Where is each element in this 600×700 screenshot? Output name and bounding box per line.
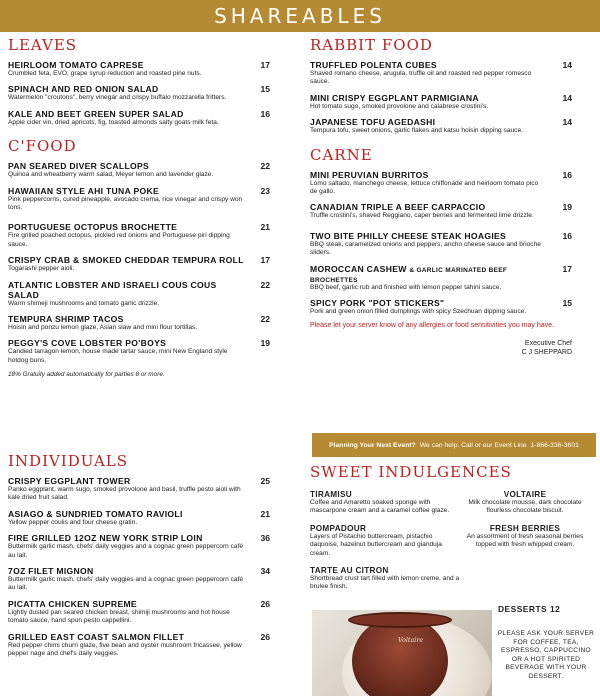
- item-description: Pork and green onion filled dumplings with spicy Szechuan dipping sauce.: [310, 308, 527, 316]
- item-description: Tempura tofu, sweet onions, garlic flakes and katsu hoisin dipping sauce.: [310, 127, 523, 135]
- item-description: Warm shimeji mushrooms and tomato garlic drizzle.: [8, 299, 160, 307]
- menu-item: [8, 533, 270, 560]
- section-title-carne: CARNE: [310, 145, 373, 164]
- menu-banner: [0, 0, 600, 32]
- menu-item: [310, 93, 572, 111]
- item-description: Watermelon "croutons", berry vinegar and crispy buffalo mozzarella fritters.: [8, 94, 227, 102]
- event-lead: Planning Your Next Event?: [329, 441, 416, 449]
- menu-item: [310, 298, 572, 316]
- item-name: TEMPURA SHRIMP TACOS: [8, 314, 124, 325]
- section-title-leaves: LEAVES: [8, 36, 78, 54]
- menu-item: [310, 170, 572, 197]
- item-name: TWO BITE PHILLY CHEESE STEAK HOAGIES: [310, 230, 507, 241]
- dessert-name: TARTE AU CITRON: [310, 566, 389, 576]
- sweet-right-list: [460, 490, 590, 558]
- item-name: ATLANTIC LOBSTER AND ISRAELI COUS COUS SALAD: [8, 279, 217, 300]
- item-description: Quinoa and wheatberry warm salad, Meyer lemon and lavender glaze.: [8, 171, 214, 179]
- item-name: 7OZ FILET MIGNON: [8, 566, 94, 577]
- item-name: CANADIAN TRIPLE A BEEF CARPACCIO: [310, 202, 486, 213]
- menu-item: [8, 599, 270, 626]
- cfood-list: [8, 161, 270, 378]
- cup-rim-shape: [348, 612, 452, 628]
- item-price: 16: [562, 169, 572, 180]
- menu-item: [8, 60, 270, 78]
- item-description: Togarashi pepper aioli.: [8, 265, 75, 273]
- item-name: KALE AND BEET GREEN SUPER SALAD: [8, 108, 184, 119]
- menu-item: [8, 255, 270, 273]
- menu-item: [8, 222, 270, 249]
- item-description: BBQ beef, garlic rub and finished with lemon pepper tahini sauce.: [310, 283, 502, 291]
- item-description: Buttermilk garlic mash, chefs' daily veggies and a cognac green peppercorn café au lait.: [8, 543, 244, 559]
- item-name: PAN SEARED DIVER SCALLOPS: [8, 161, 150, 172]
- item-description: Lomo saltado, manchego cheese, lettuce chiffonade and heirloom tomato pico de gallo.: [310, 179, 539, 196]
- right-column: [310, 36, 572, 357]
- item-description: Pink peppercorns, cured pineapple, avocado crema, rice vinegar and crispy won tons.: [8, 195, 243, 212]
- dessert-name: FRESH BERRIES: [489, 523, 561, 533]
- menu-item: [310, 202, 572, 220]
- chef-credit: [310, 339, 572, 357]
- desserts-price: DESSERTS 12: [498, 604, 561, 614]
- dessert-description: Milk chocolate mousse, dark chocolate flourless chocolate biscuit.: [468, 499, 582, 515]
- menu-item: [310, 60, 572, 87]
- section-title-sweet: SWEET INDULGENCES: [310, 463, 512, 481]
- item-name: HEIRLOOM TOMATO CAPRESE: [8, 60, 144, 70]
- item-name: [310, 264, 572, 284]
- item-description: BBQ steak, caramelized onions and peppers, ancho cheese sauce and brioche sliders.: [310, 240, 541, 257]
- left-column: [8, 36, 270, 378]
- item-description: Buttermilk garlic mash, chefs' daily veggies and a cognac green peppercorn café au lait.: [8, 576, 244, 592]
- item-name: SPICY PORK "POT STICKERS": [310, 298, 445, 309]
- item-name: MINI CRISPY EGGPLANT PARMIGIANA: [310, 92, 479, 103]
- menu-item: [8, 509, 270, 527]
- item-name: PICATTA CHICKEN SUPREME: [8, 598, 137, 609]
- item-price: 17: [260, 60, 270, 70]
- item-name: HAWAIIAN STYLE AHI TUNA POKE: [8, 185, 159, 196]
- item-description: Shaved romano cheese, arugula, truffle oil and roasted red pepper romesco sauce.: [310, 70, 532, 86]
- item-price: 21: [260, 222, 270, 233]
- item-name: PORTUGUESE OCTOPUS BROCHETTE: [8, 222, 178, 233]
- dessert-description: Layers of Pistachio buttercream, pistachio daquoise, hazelnut buttercream and gianduja cream.: [310, 532, 442, 557]
- dessert-name: POMPADOUR: [310, 523, 367, 533]
- dessert-item: [310, 566, 460, 592]
- item-description: Candied tarragon lemon, house made tartar sauce, mini New England style hotdog buns.: [8, 348, 228, 364]
- item-name: TRUFFLED POLENTA CUBES: [310, 60, 437, 70]
- item-price: 22: [260, 161, 270, 172]
- section-title-rabbit-food: RABBIT FOOD: [310, 36, 433, 54]
- dessert-name: TIRAMISU: [310, 490, 352, 499]
- item-name: MINI PERUVIAN BURRITOS: [310, 169, 429, 180]
- item-description: Hot tomato sugo, smoked provolone and calabrese crostini's.: [310, 102, 489, 110]
- item-name: SPINACH AND RED ONION SALAD: [8, 84, 159, 95]
- item-price: 26: [260, 598, 270, 609]
- menu-item: [8, 314, 270, 332]
- item-price: 23: [260, 185, 270, 196]
- item-price: 17: [562, 263, 572, 274]
- item-price: 26: [260, 631, 270, 642]
- gratuity-note: 18% Gratuity added automatically for parties 8 or more.: [8, 371, 165, 379]
- item-price: 21: [260, 508, 270, 519]
- item-description: Apple cider vin, dried apricots, fig, toasted almonds salty goats milk feta.: [8, 118, 219, 126]
- item-price: 14: [562, 60, 572, 70]
- individuals-section: [8, 452, 270, 664]
- item-price: 15: [260, 84, 270, 95]
- menu-item: [8, 161, 270, 179]
- item-name-suffix: & GARLIC MARINATED BEEF BROCHETTES: [310, 266, 508, 284]
- photo-label: Voltaire: [398, 636, 424, 644]
- menu-item: [8, 280, 270, 308]
- menu-item: [310, 264, 572, 292]
- item-description: Panko eggplant, warm sugo, smoked provolone and basil, truffle pesto aioli with kale dried fruit salad.: [8, 486, 241, 502]
- menu-item: [310, 231, 572, 258]
- section-title-cfood: C'FOOD: [8, 137, 77, 156]
- menu-item: [8, 338, 270, 365]
- event-phone[interactable]: 1-866-336-3601: [530, 441, 579, 449]
- dessert-item: [460, 490, 590, 516]
- item-name: GRILLED EAST COAST SALMON FILLET: [8, 631, 185, 642]
- dessert-item: [310, 490, 460, 516]
- item-price: 17: [260, 255, 270, 266]
- item-price: 22: [260, 314, 270, 325]
- dessert-description: Shortbread crust tart filled with lemon creme, and a brulee finish.: [310, 575, 460, 591]
- sweet-left-list: [310, 490, 460, 600]
- menu-item: [8, 632, 270, 659]
- item-name: FIRE GRILLED 12OZ NEW YORK STRIP LOIN: [8, 533, 203, 544]
- banner-title: SHAREABLES: [214, 4, 386, 28]
- menu-item: [8, 476, 270, 503]
- chef-name: C J SHEPPARD: [521, 349, 572, 357]
- dessert-item: [460, 524, 590, 550]
- item-price: 14: [562, 117, 572, 128]
- menu-item: [8, 84, 270, 102]
- dessert-name: VOLTAIRE: [503, 490, 547, 499]
- item-description: Red pepper chimi churri glaze, five bean and oyster mushroom fricassee, yellow pepper nage and chef's daily veggies.: [8, 641, 242, 658]
- item-price: 14: [562, 92, 572, 103]
- item-price: 25: [260, 476, 270, 486]
- leaves-list: [8, 60, 270, 127]
- server-note: PLEASE ASK YOUR SERVER FOR COFFEE, TEA, ESPRESSO, CAPPUCCINO OR A HOT SPIRITED BEVERAGE WITH YOUR DESSERT.: [497, 630, 595, 680]
- item-name: CRISPY CRAB & SMOKED CHEDDAR TEMPURA ROLL: [8, 255, 244, 266]
- item-price: 16: [260, 108, 270, 119]
- event-bar: [312, 433, 596, 457]
- item-name-main: MOROCCAN CASHEW: [310, 263, 407, 274]
- menu-item: [8, 566, 270, 593]
- item-description: Hoisin and ponzu lemon glaze, Asian slaw and mini flour tortillas.: [8, 324, 198, 332]
- chef-title: Executive Chef: [524, 340, 572, 348]
- item-name: CRISPY EGGPLANT TOWER: [8, 476, 131, 486]
- item-name: ASIAGO & SUNDRIED TOMATO RAVIOLI: [8, 508, 183, 519]
- item-name: JAPANESE TOFU AGEDASHI: [310, 117, 436, 128]
- item-price: 19: [260, 338, 270, 349]
- item-name: PEGGY'S COVE LOBSTER PO'BOYS: [8, 338, 167, 349]
- dessert-item: [310, 524, 460, 558]
- item-description: Truffle crostini's, shaved Reggiano, caper berries and fermented lime drizzle.: [310, 212, 534, 220]
- menu-item: [310, 117, 572, 135]
- item-price: 15: [562, 298, 572, 309]
- item-price: 16: [562, 230, 572, 241]
- item-price: 36: [260, 533, 270, 544]
- item-description: Lightly dusted pan seared chicken breast, shimiji mushrooms and hot house tomato sauce, hand spun pesto cappellini.: [8, 608, 230, 625]
- item-price: 34: [260, 566, 270, 577]
- menu-item: [8, 109, 270, 127]
- item-description: Fire grilled poached octopus, pickled red onions and Portuguese piri dipping sauce.: [8, 232, 230, 248]
- allergy-note: Please let your server know of any allergies or food sensitivities you may have.: [310, 322, 554, 330]
- item-price: 19: [562, 202, 572, 213]
- dessert-photo: [312, 610, 492, 696]
- section-title-individuals: INDIVIDUALS: [8, 452, 129, 470]
- cup-shape: [352, 616, 448, 696]
- event-text: We can help. Call or our Event Line: [419, 441, 527, 449]
- item-price: 22: [260, 279, 270, 290]
- menu-item: [8, 186, 270, 213]
- item-description: Yellow pepper coulis and four cheese gratin.: [8, 518, 138, 526]
- dessert-description: Coffee and Amaretto soaked sponge with mascarpone cream and a caramel coffee glaze.: [310, 499, 450, 515]
- dessert-description: An assortment of fresh seasonal berries topped with fresh whipped cream.: [466, 532, 584, 549]
- item-description: Crumbled feta, EVO, grape syrup reduction and roasted pine nuts.: [8, 70, 202, 77]
